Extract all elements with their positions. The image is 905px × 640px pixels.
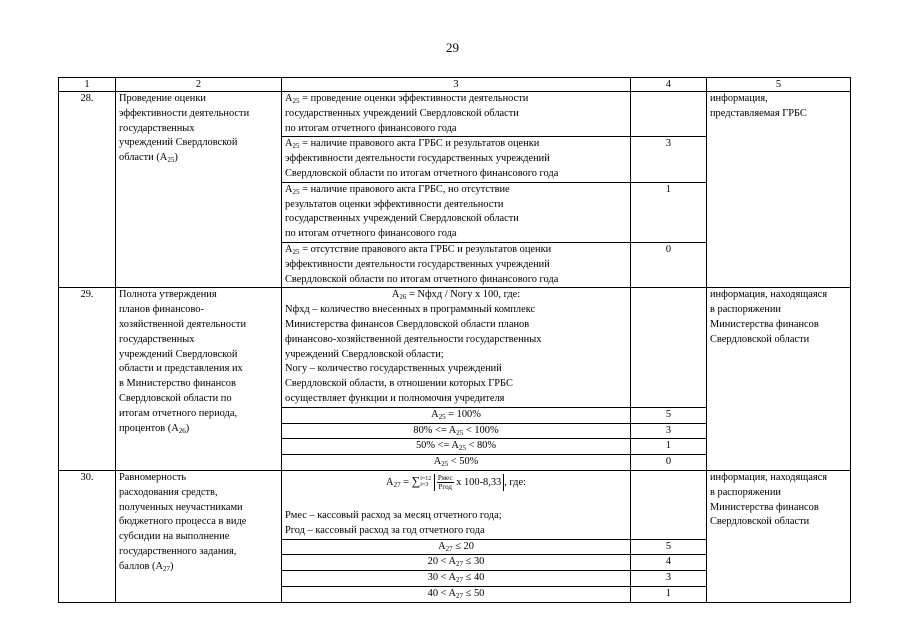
row-number: 30. [59, 470, 116, 602]
header-cell: 2 [116, 78, 282, 92]
criterion-score [631, 288, 707, 407]
criterion-text: $A_{25} = 100\%$ [282, 407, 631, 423]
criterion-score: 0 [631, 242, 707, 287]
criterion-score: 3 [631, 571, 707, 587]
criterion-text: $20 < A_{27} \le 30$ [282, 555, 631, 571]
criterion-text: $40 < A_{27} \le 50$ [282, 586, 631, 602]
criterion-text: $A_{27} \le 20$ [282, 539, 631, 555]
criterion-score [631, 92, 707, 137]
criterion-score: 1 [631, 586, 707, 602]
information-source: информация, находящаяся в распоряжении Министерства финансов Свердловской области [707, 288, 851, 471]
page-number: 29 [446, 40, 459, 55]
indicator-name: Равномерность расходования средств, полученных неучастниками бюджетного процесса в виде субсидии на выполнение государственного задания, баллов $(A_{27})$ [116, 470, 282, 602]
table-row [59, 92, 851, 137]
criterion-text: $A_{25} < 50\%$ [282, 455, 631, 471]
criterion-score: 3 [631, 137, 707, 182]
indicator-name: Проведение оценки эффективности деятельности государственных учреждений Свердловской области $(A_{25})$ [116, 92, 282, 288]
formula-description: $A_{26}$ = Nфхд / Nогу x 100, где: Nфхд – количество внесенных в программный комплекс Министерства финансов Свердловской области планов финансово-хозяйственной деятельности государственных учреждений Свердловской области; Nогу – количество государственных учреждений Свердловской области, в отношении которых ГРБС осуществляет функции и полномочия учредителя [282, 288, 631, 407]
criterion-score: 5 [631, 407, 707, 423]
table-row [59, 288, 851, 407]
formula: $A_{26}$ = Nфхд / Nогу x 100, где: [391, 289, 521, 302]
information-source: информация, находящаяся в распоряжении Министерства финансов Свердловской области [707, 470, 851, 602]
criterion-score: 5 [631, 539, 707, 555]
criterion-text: $80\% <= A_{25} < 100\%$ [282, 423, 631, 439]
header-cell: 5 [707, 78, 851, 92]
criterion-score: 3 [631, 423, 707, 439]
header-cell: 3 [282, 78, 631, 92]
criterion-text: $A_{25}$ = отсутствие правового акта ГРБС и результатов оценки эффективности деятельности государственных учреждений Свердловской области по итогам отчетного финансового года [282, 242, 631, 287]
criterion-text: $A_{25}$ = наличие правового акта ГРБС, но отсутствие результатов оценки эффективности деятельности государственных учреждений Свердловской области по итогам отчетного финансового года [282, 182, 631, 242]
indicators-table [58, 77, 851, 603]
indicator-name: Полнота утверждения планов финансово- хозяйственной деятельности государственных учреждений Свердловской области и представления их в Министерство финансов Свердловской области по итогам отчетного периода, процентов $(A_{26})$ [116, 288, 282, 471]
header-cell: 1 [59, 78, 116, 92]
header-cell: 4 [631, 78, 707, 92]
criterion-text: $A_{25}$ = проведение оценки эффективности деятельности государственных учреждений Свердловской области по итогам отчетного финансового года [282, 92, 631, 137]
criterion-text: $30 < A_{27} \le 40$ [282, 571, 631, 587]
criterion-text: $50\% <= A_{25} < 80\%$ [282, 439, 631, 455]
criterion-score: 4 [631, 555, 707, 571]
formula: $A_{27}$ = ∑ i=12 i=3 $\frac{\text{Pмес}}{\text{Pгод}}$ x 100-8,33 , где: [386, 473, 526, 491]
information-source: информация, представляемая ГРБС [707, 92, 851, 288]
criterion-score: 0 [631, 455, 707, 471]
criterion-score [631, 470, 707, 539]
criterion-text: $A_{25}$ = наличие правового акта ГРБС и результатов оценки эффективности деятельности государственных учреждений Свердловской области по итогам отчетного финансового года [282, 137, 631, 182]
row-number: 29. [59, 288, 116, 471]
table-row [59, 470, 851, 539]
formula-description: $A_{27}$ = ∑ i=12 i=3 $\frac{\text{Pмес}}{\text{Pгод}}$ x 100-8,33 , где: Pмес – кассовый расход за месяц отчетного года; Pгод – кассовый расход за год отчетного года [282, 470, 631, 539]
criterion-score: 1 [631, 182, 707, 242]
criterion-score: 1 [631, 439, 707, 455]
table-header-row [59, 78, 851, 92]
row-number: 28. [59, 92, 116, 288]
